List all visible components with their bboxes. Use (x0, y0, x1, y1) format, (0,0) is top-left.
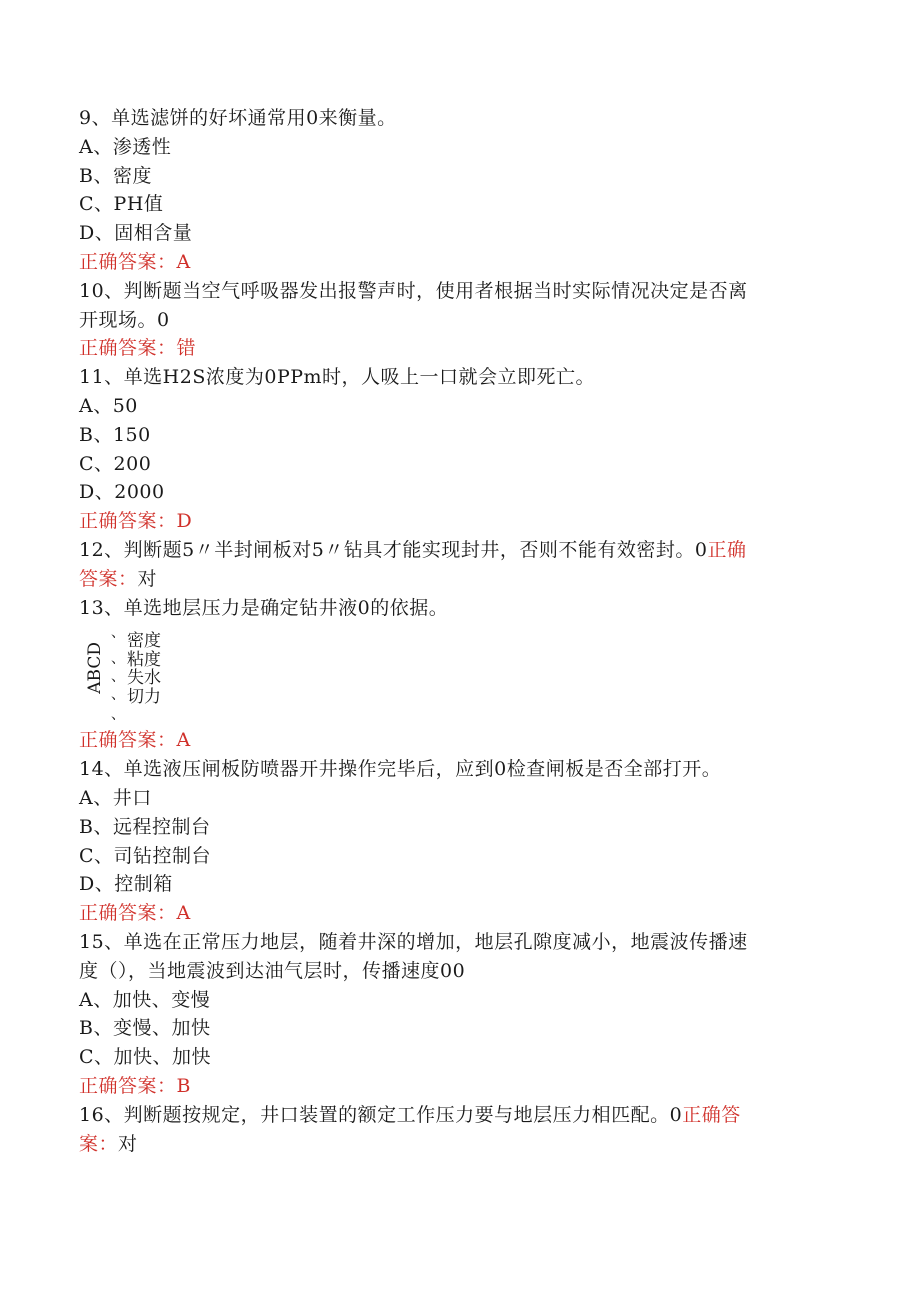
question-10-stem-line-2: 开现场。0 (79, 308, 170, 331)
question-12-answer-label-part-1: 正确 (707, 538, 747, 561)
question-13-option-d: 切力 (127, 686, 161, 707)
question-16-line-2 (79, 1130, 824, 1159)
question-13-options-block (79, 622, 824, 726)
question-13-stem: 13、单选地层压力是确定钻井液0的依据。 (79, 596, 449, 619)
question-12-answer-value: 对 (137, 567, 158, 590)
question-14-option-d: D、控制箱 (79, 873, 173, 896)
question-10-answer: 正确答案：错 (79, 337, 197, 360)
option-separator-mark: 、 (111, 625, 126, 642)
question-12-line-1 (79, 536, 824, 565)
question-14-option-c: C、司钻控制台 (79, 844, 212, 867)
question-15-option-a: A、加快、变慢 (79, 988, 211, 1011)
question-15-option-c: C、加快、加快 (79, 1046, 212, 1069)
question-14-option-a: A、井口 (79, 786, 152, 809)
document-page (79, 104, 824, 1158)
question-13-option-c: 失水 (127, 668, 161, 689)
question-14-answer: 正确答案：A (79, 902, 191, 925)
question-9-option-d: D、固相含量 (79, 222, 193, 245)
option-separator-mark: 、 (111, 669, 126, 686)
question-11-option-d: D、2000 (79, 481, 165, 504)
question-9-stem: 9、单选滤饼的好坏通常用0来衡量。 (79, 107, 397, 129)
option-separator-mark: 、 (111, 687, 126, 704)
question-10-stem-line-1: 10、判断题当空气呼吸器发出报警声时，使用者根据当时实际情况决定是否离 (79, 279, 748, 302)
question-9-option-a: A、渗透性 (79, 135, 172, 158)
question-13-option-letters: ABCD (85, 642, 105, 695)
question-11-option-c: C、200 (79, 452, 152, 475)
question-16-stem: 16、判断题按规定，井口装置的额定工作压力要与地层压力相匹配。0 (79, 1103, 683, 1126)
question-11-stem: 11、单选H2S浓度为0PPm时，人吸上一口就会立即死亡。 (79, 366, 596, 389)
question-12-line-2 (79, 565, 824, 594)
question-12-answer-label-part-2: 答案： (79, 567, 138, 590)
question-16-answer-label-part-1: 正确答 (682, 1103, 741, 1126)
question-13-option-b: 粘度 (127, 649, 161, 670)
question-16-answer-value: 对 (118, 1132, 138, 1155)
question-14-stem: 14、单选液压闸板防喷器开井操作完毕后，应到0检查闸板是否全部打开。 (79, 758, 722, 781)
question-12-stem: 12、判断题5〃半封闸板对5〃钻具才能实现封井，否则不能有效密封。0 (79, 538, 708, 561)
question-11-answer: 正确答案：D (79, 510, 193, 533)
question-15-answer: 正确答案：B (79, 1074, 191, 1097)
question-13-option-a: 密度 (127, 631, 161, 652)
question-14-option-b: B、远程控制台 (79, 815, 211, 838)
question-9-answer: 正确答案：A (79, 250, 191, 273)
option-separator-mark: 、 (111, 707, 126, 724)
question-15-stem-line-1: 15、单选在正常压力地层，随着井深的增加，地层孔隙度减小，地震波传播速 (79, 930, 748, 953)
question-15-stem-line-2: 度（），当地震波到达油气层时，传播速度00 (79, 959, 466, 982)
question-15-option-b: B、变慢、加快 (79, 1017, 211, 1040)
option-separator-mark: 、 (111, 651, 126, 668)
question-9-option-c: C、PH值 (79, 193, 164, 216)
question-11-option-b: B、150 (79, 423, 151, 446)
question-13-option-list (127, 632, 161, 706)
question-9-option-b: B、密度 (79, 164, 152, 187)
question-16-answer-label-part-2: 案： (79, 1132, 119, 1155)
question-16-line-1 (79, 1101, 824, 1130)
question-11-option-a: A、50 (79, 394, 138, 417)
question-13-answer: 正确答案：A (79, 729, 191, 752)
